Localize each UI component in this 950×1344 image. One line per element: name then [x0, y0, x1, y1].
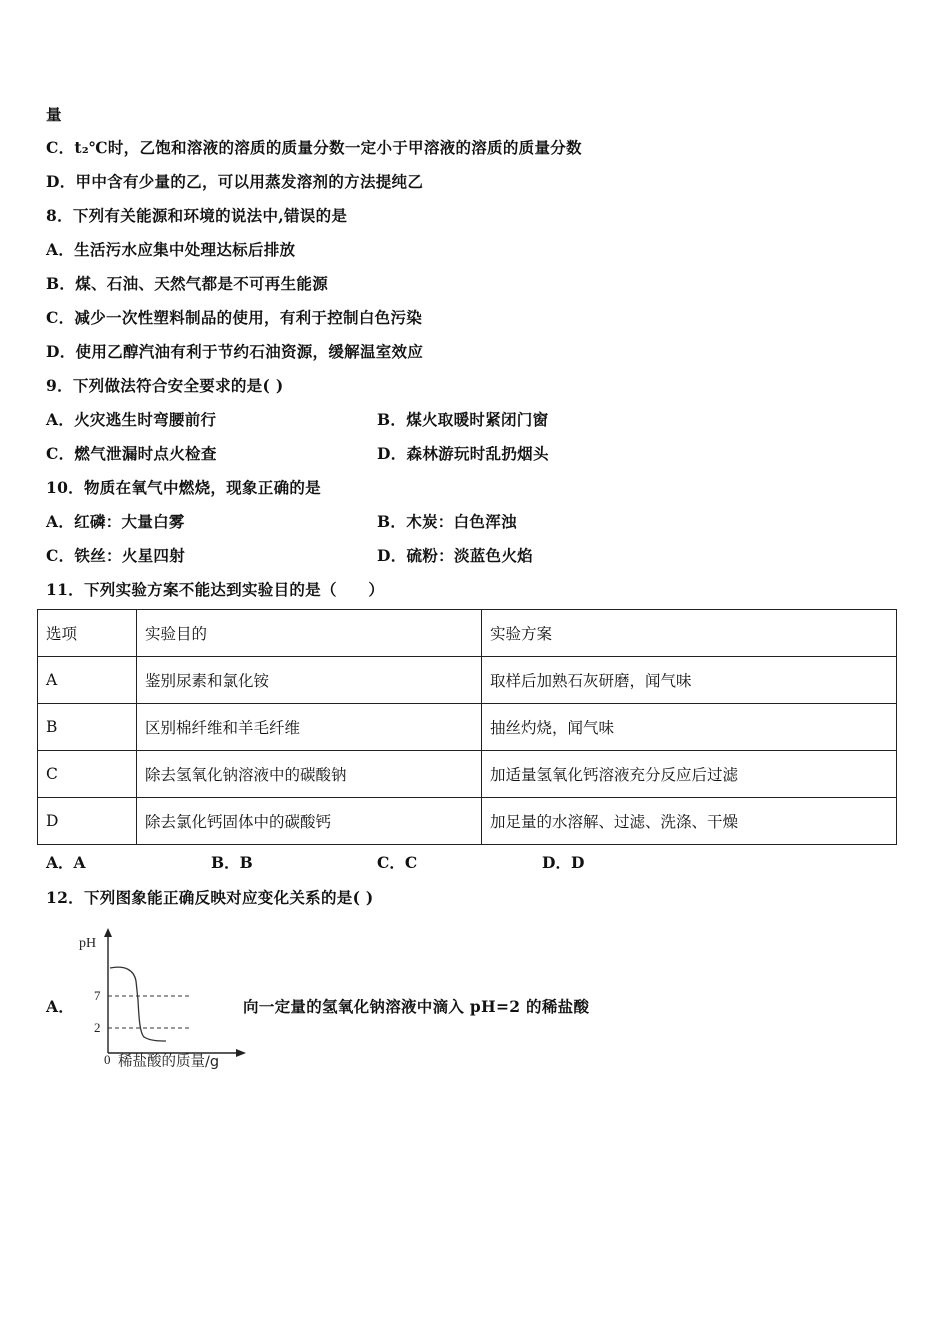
q9-option-c: C．燃气泄漏时点火检查	[46, 444, 217, 463]
q9-option-d: D．森林游玩时乱扔烟头	[377, 444, 549, 463]
q11-answer-b: B．B	[211, 853, 253, 872]
table-cell: 加足量的水溶解、过滤、洗涤、干燥	[482, 798, 897, 845]
table-row	[38, 751, 897, 798]
table-cell: 区别棉纤维和羊毛纤维	[137, 704, 482, 751]
table-row	[38, 798, 897, 845]
y-axis-label: pH	[79, 936, 97, 951]
table-cell: 除去氢氧化钠溶液中的碳酸钠	[137, 751, 482, 798]
table-cell: 加适量氢氧化钙溶液充分反应后过滤	[482, 751, 897, 798]
q8-stem: 8．下列有关能源和环境的说法中,错误的是	[46, 206, 348, 225]
table-header-cell: 实验方案	[482, 610, 897, 657]
q12-option-a-label: A．	[46, 997, 75, 1016]
tick-label-7: 7	[94, 988, 101, 1003]
table-row	[38, 704, 897, 751]
q10-option-d: D．硫粉：淡蓝色火焰	[377, 546, 533, 565]
tick-label-2: 2	[94, 1020, 101, 1035]
table-cell: 除去氯化钙固体中的碳酸钙	[137, 798, 482, 845]
q11-table	[37, 609, 897, 845]
table-cell: 抽丝灼烧，闻气味	[482, 704, 897, 751]
table-cell: D	[38, 798, 137, 845]
q11-answer-d: D．D	[542, 853, 585, 872]
x-axis-label: 稀盐酸的质量/g	[118, 1054, 220, 1070]
table-row	[38, 657, 897, 704]
q10-option-c: C．铁丝：火星四射	[46, 546, 186, 565]
table-cell: A	[38, 657, 137, 704]
table-cell: 取样后加熟石灰研磨，闻气味	[482, 657, 897, 704]
q11-answer-c: C．C	[377, 853, 418, 872]
origin-label: 0	[104, 1052, 111, 1067]
x-axis-arrow	[236, 1049, 246, 1057]
ph-curve	[110, 967, 166, 1041]
q8-option-d: D．使用乙醇汽油有利于节约石油资源，缓解温室效应	[46, 342, 424, 361]
y-axis-arrow	[104, 928, 112, 937]
table-cell: 鉴别尿素和氯化铵	[137, 657, 482, 704]
q9-option-b: B．煤火取暖时紧闭门窗	[377, 410, 549, 429]
ph-graph	[70, 925, 270, 1080]
q8-option-a: A．生活污水应集中处理达标后排放	[46, 240, 296, 259]
table-cell: C	[38, 751, 137, 798]
q11-answer-a: A．A	[46, 853, 86, 872]
q7-option-b-tail: 量	[46, 105, 62, 124]
table-cell: B	[38, 704, 137, 751]
q7-option-c: C．t₂℃时，乙饱和溶液的溶质的质量分数一定小于甲溶液的溶质的质量分数	[46, 138, 582, 157]
table-header-cell: 实验目的	[137, 610, 482, 657]
q11-stem: 11．下列实验方案不能达到实验目的是（ ）	[46, 580, 385, 599]
q9-option-a: A．火灾逃生时弯腰前行	[46, 410, 217, 429]
table-header-cell: 选项	[38, 610, 137, 657]
q10-option-a: A．红磷：大量白雾	[46, 512, 185, 531]
q10-stem: 10．物质在氧气中燃烧，现象正确的是	[46, 478, 321, 497]
q12-stem: 12．下列图象能正确反映对应变化关系的是( )	[46, 888, 374, 907]
q12-option-a-text: 向一定量的氢氧化钠溶液中滴入 pH=2 的稀盐酸	[243, 997, 590, 1016]
q8-option-c: C．减少一次性塑料制品的使用，有利于控制白色污染	[46, 308, 423, 327]
q8-option-b: B．煤、石油、天然气都是不可再生能源	[46, 274, 329, 293]
q7-option-d: D．甲中含有少量的乙，可以用蒸发溶剂的方法提纯乙	[46, 172, 424, 191]
q9-stem: 9．下列做法符合安全要求的是( )	[46, 376, 284, 395]
q10-option-b: B．木炭：白色浑浊	[377, 512, 517, 531]
table-header-row	[38, 610, 897, 657]
